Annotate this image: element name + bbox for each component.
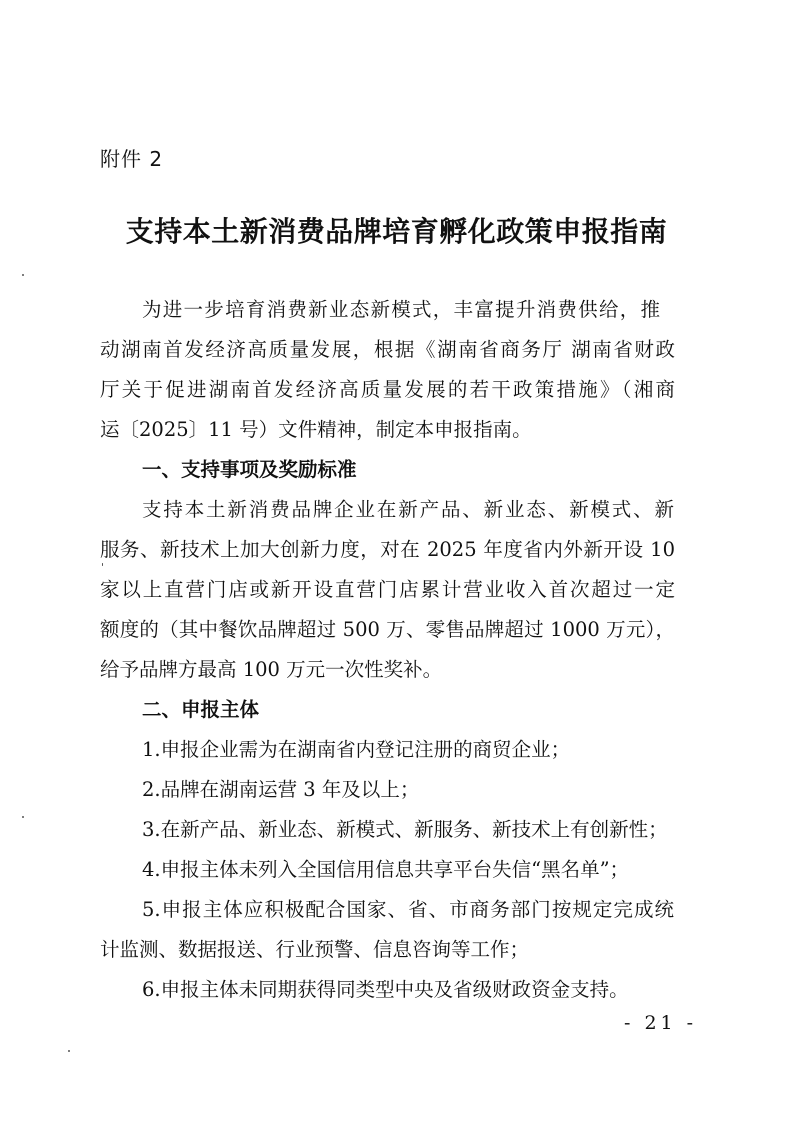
section2-item-3: 3.在新产品、新业态、新模式、新服务、新技术上有创新性； xyxy=(142,818,668,841)
section1-line-2: 服务、新技术上加大创新力度，对在 2025 年度省内外新开设 10 xyxy=(100,538,675,561)
intro-line-2: 动湖南首发经济高质量发展，根据《湖南省商务厅 湖南省财政 xyxy=(100,338,675,361)
scan-speck xyxy=(22,816,24,818)
section2-item-5-cont: 计监测、数据报送、行业预警、信息咨询等工作； xyxy=(100,938,530,961)
section1-line-5: 给予品牌方最高 100 万元一次性奖补。 xyxy=(100,658,443,681)
attachment-label: 附件 2 xyxy=(100,147,164,171)
section-heading-2: 二、申报主体 xyxy=(142,698,260,721)
section2-item-5: 5.申报主体应积极配合国家、省、市商务部门按规定完成统 xyxy=(142,898,674,921)
document-title: 支持本土新消费品牌培育孵化政策申报指南 xyxy=(125,215,668,248)
section1-line-4: 额度的（其中餐饮品牌超过 500 万、零售品牌超过 1000 万元）， xyxy=(100,618,675,641)
section-heading-1: 一、支持事项及奖励标准 xyxy=(142,458,357,481)
section1-line-1: 支持本土新消费品牌企业在新产品、新业态、新模式、新 xyxy=(142,498,674,521)
intro-line-4: 运〔2025〕11 号）文件精神，制定本申报指南。 xyxy=(100,418,532,441)
section2-item-1: 1.申报企业需为在湖南省内登记注册的商贸企业； xyxy=(142,738,571,761)
section2-item-2: 2.品牌在湖南运营 3 年及以上； xyxy=(142,778,420,801)
scan-speck xyxy=(68,1050,70,1052)
section2-item-4: 4.申报主体未列入全国信用信息共享平台失信“黑名单”； xyxy=(142,858,630,881)
intro-line-3: 厅关于促进湖南首发经济高质量发展的若干政策措施》（湘商 xyxy=(100,378,675,401)
section1-line-3: 家以上直营门店或新开设直营门店累计营业收入首次超过一定 xyxy=(100,578,675,601)
scan-speck xyxy=(22,274,24,276)
intro-line-1: 为进一步培育消费新业态新模式，丰富提升消费供给，推 xyxy=(142,298,660,321)
scan-speck xyxy=(102,563,103,566)
page-number: - 21 - xyxy=(624,1012,698,1034)
section2-item-6: 6.申报主体未同期获得同类型中央及省级财政资金支持。 xyxy=(142,978,629,1001)
